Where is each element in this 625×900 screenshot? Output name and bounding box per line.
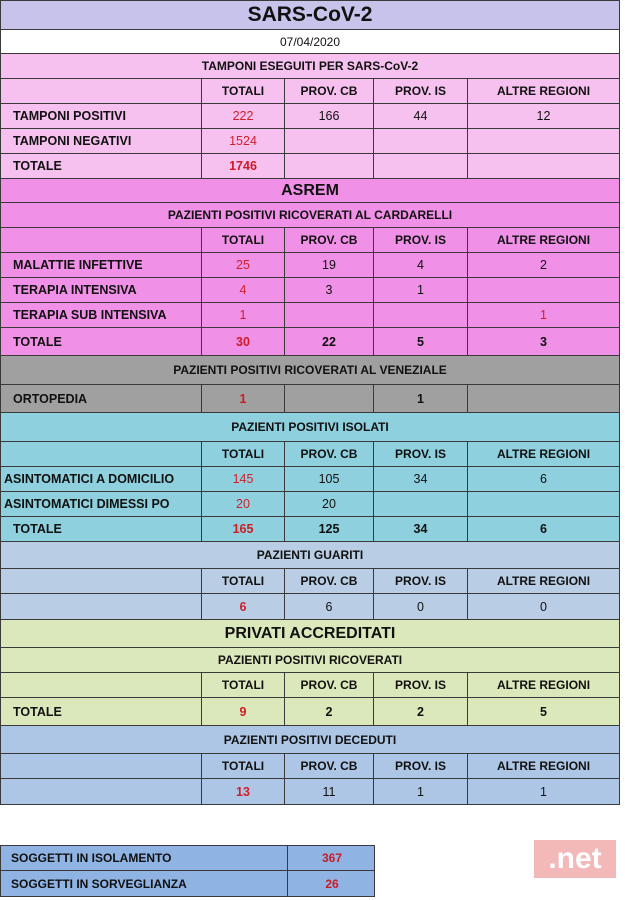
row-label: TAMPONI POSITIVI bbox=[0, 104, 202, 128]
privati-heading: PRIVATI ACCREDITATI bbox=[0, 620, 620, 648]
row-label: MALATTIE INFETTIVE bbox=[0, 253, 202, 277]
header-prov-is: PROV. IS bbox=[374, 754, 468, 778]
row-label: ASINTOMATICI DIMESSI PO bbox=[0, 492, 202, 516]
cell-prov-is: 0 bbox=[374, 594, 468, 619]
cell-prov-is bbox=[374, 303, 468, 327]
asrem-heading: ASREM bbox=[0, 179, 620, 203]
cell-prov-is bbox=[374, 492, 468, 516]
header-prov-cb: PROV. CB bbox=[285, 673, 374, 697]
cell-totali: 25 bbox=[202, 253, 285, 277]
header-altre-regioni: ALTRE REGIONI bbox=[468, 442, 620, 466]
cell-prov-cb: 11 bbox=[285, 779, 374, 804]
cell-altre-regioni: 1 bbox=[468, 303, 620, 327]
table-row bbox=[0, 779, 620, 805]
cell-prov-is: 34 bbox=[374, 467, 468, 491]
soggetti-row-sorveglianza bbox=[0, 871, 375, 897]
cell-altre-regioni: 2 bbox=[468, 253, 620, 277]
row-label: TOTALE bbox=[0, 517, 202, 541]
table-row bbox=[0, 594, 620, 620]
header-altre-regioni: ALTRE REGIONI bbox=[468, 673, 620, 697]
row-label: ASINTOMATICI A DOMICILIO bbox=[0, 467, 202, 491]
ricoverati-heading: PAZIENTI POSITIVI RICOVERATI bbox=[0, 648, 620, 673]
cell-prov-cb: 166 bbox=[285, 104, 374, 128]
tamponi-heading: TAMPONI ESEGUITI PER SARS-CoV-2 bbox=[0, 54, 620, 79]
header-prov-is: PROV. IS bbox=[374, 673, 468, 697]
cell-totali: 13 bbox=[202, 779, 285, 804]
cell-altre-regioni bbox=[468, 492, 620, 516]
guariti-header-row bbox=[0, 569, 620, 594]
cell-totali: 1524 bbox=[202, 129, 285, 153]
cell-totali: 1 bbox=[202, 303, 285, 327]
deceduti-heading: PAZIENTI POSITIVI DECEDUTI bbox=[0, 726, 620, 754]
soggetti-row-isolamento bbox=[0, 845, 375, 871]
cell-prov-cb: 125 bbox=[285, 517, 374, 541]
table-row bbox=[0, 278, 620, 303]
cell-prov-is: 4 bbox=[374, 253, 468, 277]
cell-prov-is: 1 bbox=[374, 385, 468, 412]
row-label: TERAPIA INTENSIVA bbox=[0, 278, 202, 302]
header-prov-cb: PROV. CB bbox=[285, 569, 374, 593]
cell-totali: 1746 bbox=[202, 154, 285, 178]
table-row bbox=[0, 253, 620, 278]
header-prov-is: PROV. IS bbox=[374, 442, 468, 466]
header-prov-cb: PROV. CB bbox=[285, 79, 374, 103]
veneziale-heading: PAZIENTI POSITIVI RICOVERATI AL VENEZIALE bbox=[0, 356, 620, 385]
header-totali: TOTALI bbox=[202, 673, 285, 697]
row-label: TOTALE bbox=[0, 698, 202, 725]
cell-altre-regioni bbox=[468, 278, 620, 302]
cell-prov-cb: 2 bbox=[285, 698, 374, 725]
cell-totali: 165 bbox=[202, 517, 285, 541]
header-altre-regioni: ALTRE REGIONI bbox=[468, 228, 620, 252]
cell-prov-cb: 22 bbox=[285, 328, 374, 355]
cell-totali: 9 bbox=[202, 698, 285, 725]
cell-altre-regioni: 1 bbox=[468, 779, 620, 804]
cell-altre-regioni: 5 bbox=[468, 698, 620, 725]
header-label-cell bbox=[0, 754, 202, 778]
cell-altre-regioni: 12 bbox=[468, 104, 620, 128]
header-prov-cb: PROV. CB bbox=[285, 228, 374, 252]
header-totali: TOTALI bbox=[202, 442, 285, 466]
table-row-total bbox=[0, 154, 620, 179]
cell-prov-is bbox=[374, 154, 468, 178]
header-totali: TOTALI bbox=[202, 228, 285, 252]
header-label-cell bbox=[0, 442, 202, 466]
watermark-logo: .net bbox=[534, 840, 616, 878]
header-totali: TOTALI bbox=[202, 754, 285, 778]
cell-prov-is: 44 bbox=[374, 104, 468, 128]
row-value: 26 bbox=[325, 876, 339, 891]
cell-prov-is: 1 bbox=[374, 278, 468, 302]
cell-totali: 1 bbox=[202, 385, 285, 412]
header-altre-regioni: ALTRE REGIONI bbox=[468, 754, 620, 778]
cell-altre-regioni: 3 bbox=[468, 328, 620, 355]
header-label-cell bbox=[0, 79, 202, 103]
row-label: SOGGETTI IN SORVEGLIANZA bbox=[1, 871, 288, 896]
cell-altre-regioni bbox=[468, 385, 620, 412]
row-label: SOGGETTI IN ISOLAMENTO bbox=[1, 846, 288, 870]
header-altre-regioni: ALTRE REGIONI bbox=[468, 79, 620, 103]
header-prov-cb: PROV. CB bbox=[285, 754, 374, 778]
header-prov-cb: PROV. CB bbox=[285, 442, 374, 466]
ricoverati-header-row bbox=[0, 673, 620, 698]
row-label: TOTALE bbox=[0, 154, 202, 178]
row-label: TERAPIA SUB INTENSIVA bbox=[0, 303, 202, 327]
cell-altre-regioni: 6 bbox=[468, 467, 620, 491]
cell-altre-regioni: 6 bbox=[468, 517, 620, 541]
cell-totali: 222 bbox=[202, 104, 285, 128]
cell-prov-cb: 20 bbox=[285, 492, 374, 516]
cell-prov-cb bbox=[285, 129, 374, 153]
cell-prov-cb: 105 bbox=[285, 467, 374, 491]
header-altre-regioni: ALTRE REGIONI bbox=[468, 569, 620, 593]
header-prov-is: PROV. IS bbox=[374, 228, 468, 252]
tamponi-header-row bbox=[0, 79, 620, 104]
cell-altre-regioni bbox=[468, 129, 620, 153]
cell-prov-cb bbox=[285, 154, 374, 178]
cell-prov-cb: 3 bbox=[285, 278, 374, 302]
cardarelli-heading: PAZIENTI POSITIVI RICOVERATI AL CARDARELLI bbox=[0, 203, 620, 228]
cell-altre-regioni: 0 bbox=[468, 594, 620, 619]
table-row bbox=[0, 385, 620, 413]
cell-totali: 6 bbox=[202, 594, 285, 619]
header-label-cell bbox=[0, 673, 202, 697]
table-row bbox=[0, 129, 620, 154]
cell-prov-is: 34 bbox=[374, 517, 468, 541]
row-value: 367 bbox=[321, 851, 343, 865]
cell-altre-regioni bbox=[468, 154, 620, 178]
soggetti-table bbox=[0, 845, 375, 897]
cell-prov-cb: 19 bbox=[285, 253, 374, 277]
cell-totali: 20 bbox=[202, 492, 285, 516]
cell-prov-cb bbox=[285, 385, 374, 412]
cell-prov-is: 2 bbox=[374, 698, 468, 725]
row-label: ORTOPEDIA bbox=[0, 385, 202, 412]
cell-totali: 145 bbox=[202, 467, 285, 491]
table-row bbox=[0, 104, 620, 129]
row-label bbox=[0, 594, 202, 619]
table-row bbox=[0, 492, 620, 517]
table-row-total bbox=[0, 517, 620, 542]
table-row-total bbox=[0, 698, 620, 726]
cell-prov-cb bbox=[285, 303, 374, 327]
table-row bbox=[0, 467, 620, 492]
cell-prov-is bbox=[374, 129, 468, 153]
header-label-cell bbox=[0, 569, 202, 593]
isolati-heading: PAZIENTI POSITIVI ISOLATI bbox=[0, 413, 620, 442]
report-date: 07/04/2020 bbox=[0, 30, 620, 54]
page-title: SARS-CoV-2 bbox=[0, 0, 620, 30]
row-label: TOTALE bbox=[0, 328, 202, 355]
row-label: TAMPONI NEGATIVI bbox=[0, 129, 202, 153]
header-prov-is: PROV. IS bbox=[374, 79, 468, 103]
table-row bbox=[0, 303, 620, 328]
header-prov-is: PROV. IS bbox=[374, 569, 468, 593]
cell-prov-is: 5 bbox=[374, 328, 468, 355]
row-label bbox=[0, 779, 202, 804]
isolati-header-row bbox=[0, 442, 620, 467]
header-label-cell bbox=[0, 228, 202, 252]
header-totali: TOTALI bbox=[202, 569, 285, 593]
cell-totali: 30 bbox=[202, 328, 285, 355]
cardarelli-header-row bbox=[0, 228, 620, 253]
deceduti-header-row bbox=[0, 754, 620, 779]
cell-prov-cb: 6 bbox=[285, 594, 374, 619]
header-totali: TOTALI bbox=[202, 79, 285, 103]
cell-prov-is: 1 bbox=[374, 779, 468, 804]
table-row-total bbox=[0, 328, 620, 356]
cell-totali: 4 bbox=[202, 278, 285, 302]
guariti-heading: PAZIENTI GUARITI bbox=[0, 542, 620, 569]
